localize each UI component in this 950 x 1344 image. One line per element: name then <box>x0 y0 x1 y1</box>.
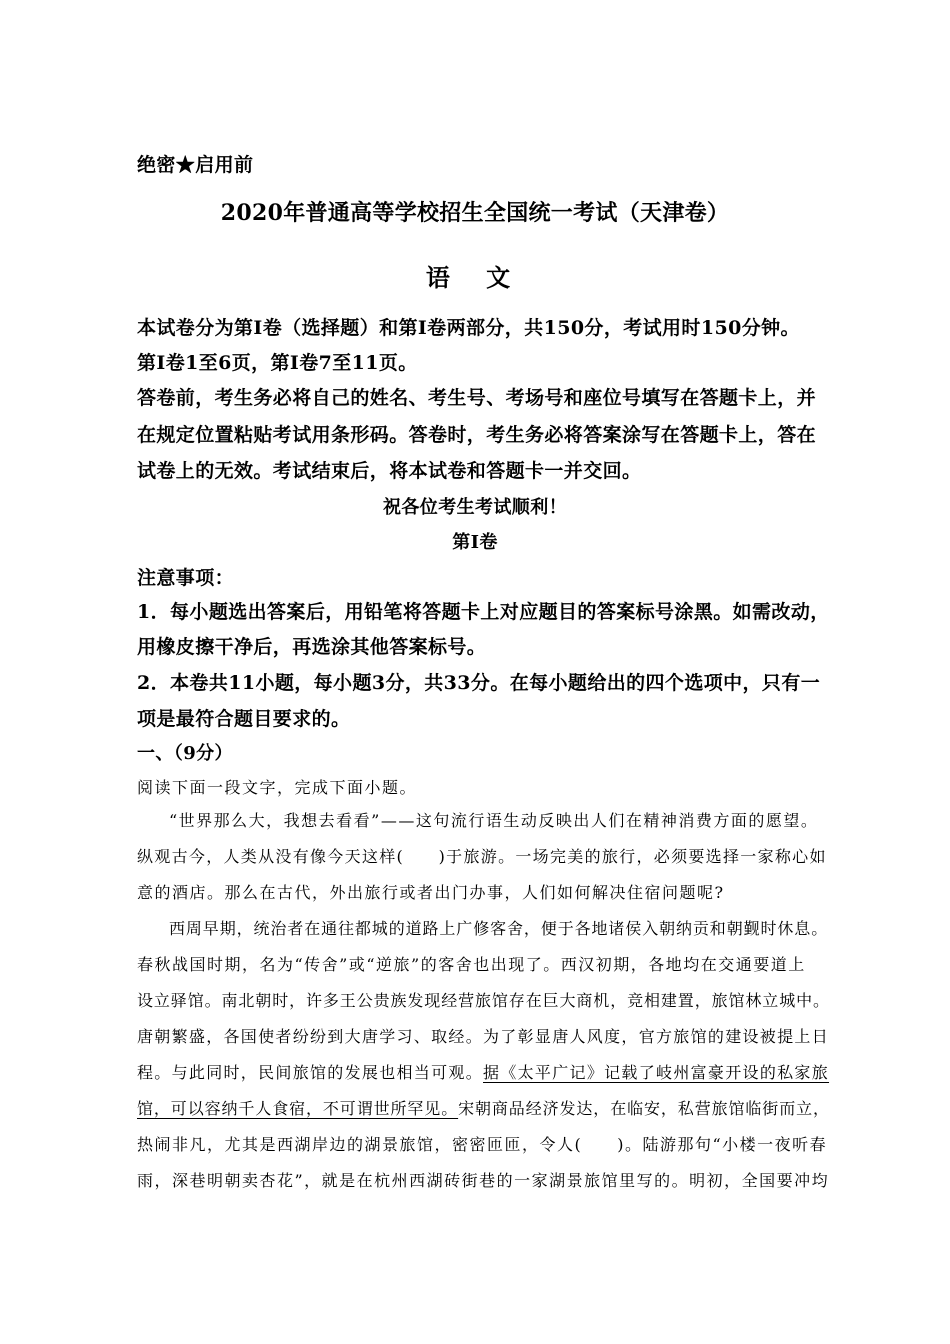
confidential-label: 绝密★启用前 <box>137 154 254 176</box>
passage-p2-line-3: 设立驿馆。南北朝时，许多王公贵族发现经营旅馆存在巨大商机，竞相建置，旅馆林立城中。 <box>137 991 830 1010</box>
passage-text: 程。与此同时，民间旅馆的发展也相当可观。 <box>137 1063 484 1082</box>
part-heading: 第Ⅰ卷 <box>452 532 498 553</box>
intro-line-5: 试卷上的无效。考试结束后，将本试卷和答题卡一并交回。 <box>137 460 642 482</box>
passage-p1-line-2: 纵观古今，人类从没有像今天这样( )于旅游。一场完美的旅行，必须要选择一家称心如 <box>137 847 827 866</box>
section-instruction: 阅读下面一段文字，完成下面小题。 <box>137 778 418 797</box>
passage-p2-line-4: 唐朝繁盛，各国使者纷纷到大唐学习、取经。为了彰显唐人风度，官方旅馆的建设被提上日 <box>137 1027 830 1046</box>
wish-line: 祝各位考生考试顺利！ <box>383 497 567 518</box>
underlined-sentence-part-2: 馆，可以容纳千人食宿，不可谓世所罕见。 <box>137 1099 459 1118</box>
passage-p2-line-7: 热闹非凡，尤其是西湖岸边的湖景旅馆，密密匝匝，令人( )。陆游那句“小楼一夜听春 <box>137 1135 828 1154</box>
intro-line-2: 第Ⅰ卷1至6页，第Ⅰ卷7至11页。 <box>137 352 418 374</box>
underlined-sentence-part-1: 据《太平广记》记载了岐州富豪开设的私家旅 <box>483 1063 830 1082</box>
passage-p2-line-2: 春秋战国时期，名为“传舍”或“逆旅”的客舍也出现了。西汉初期，各地均在交通要道上 <box>137 955 806 974</box>
intro-line-4: 在规定位置粘贴考试用条形码。答卷时，考生务必将答案涂写在答题卡上，答在 <box>137 424 817 446</box>
passage-text: 宋朝商品经济发达，在临安，私营旅馆临街而立， <box>458 1099 830 1118</box>
exam-title: 2020年普通高等学校招生全国统一考试（天津卷） <box>220 200 730 226</box>
note-1-line-1: 1．每小题选出答案后，用铅笔将答题卡上对应题目的答案标号涂黑。如需改动， <box>137 601 830 623</box>
note-2-line-1: 2．本卷共11小题，每小题3分，共33分。在每小题给出的四个选项中，只有一 <box>137 672 821 694</box>
intro-line-1: 本试卷分为第Ⅰ卷（选择题）和第Ⅰ卷两部分，共150分，考试用时150分钟。 <box>137 317 800 339</box>
notes-heading: 注意事项： <box>137 567 235 589</box>
passage-p1-line-3: 意的酒店。那么在古代，外出旅行或者出门办事，人们如何解决住宿问题呢? <box>137 883 725 902</box>
intro-line-3: 答卷前，考生务必将自己的姓名、考生号、考场号和座位号填写在答题卡上，并 <box>137 387 817 409</box>
note-1-line-2: 用橡皮擦干净后，再选涂其他答案标号。 <box>137 636 487 658</box>
section-heading: 一、（9分） <box>137 743 233 764</box>
passage-p2-line-8: 雨，深巷明朝卖杏花”，就是在杭州西湖砖街巷的一家湖景旅馆里写的。明初，全国要冲均 <box>137 1171 830 1190</box>
passage-p2-line-1: 西周早期，统治者在通往都城的道路上广修客舍，便于各地诸侯入朝纳贡和朝觐时休息。 <box>169 919 829 938</box>
passage-p2-line-6 <box>137 1096 830 1119</box>
passage-p1-line-1: “世界那么大，我想去看看”——这句流行语生动反映出人们在精神消费方面的愿望。 <box>169 811 819 830</box>
note-2-line-2: 项是最符合题目要求的。 <box>137 708 351 730</box>
passage-p2-line-5 <box>137 1060 829 1083</box>
subject-title: 语 文 <box>425 263 525 292</box>
